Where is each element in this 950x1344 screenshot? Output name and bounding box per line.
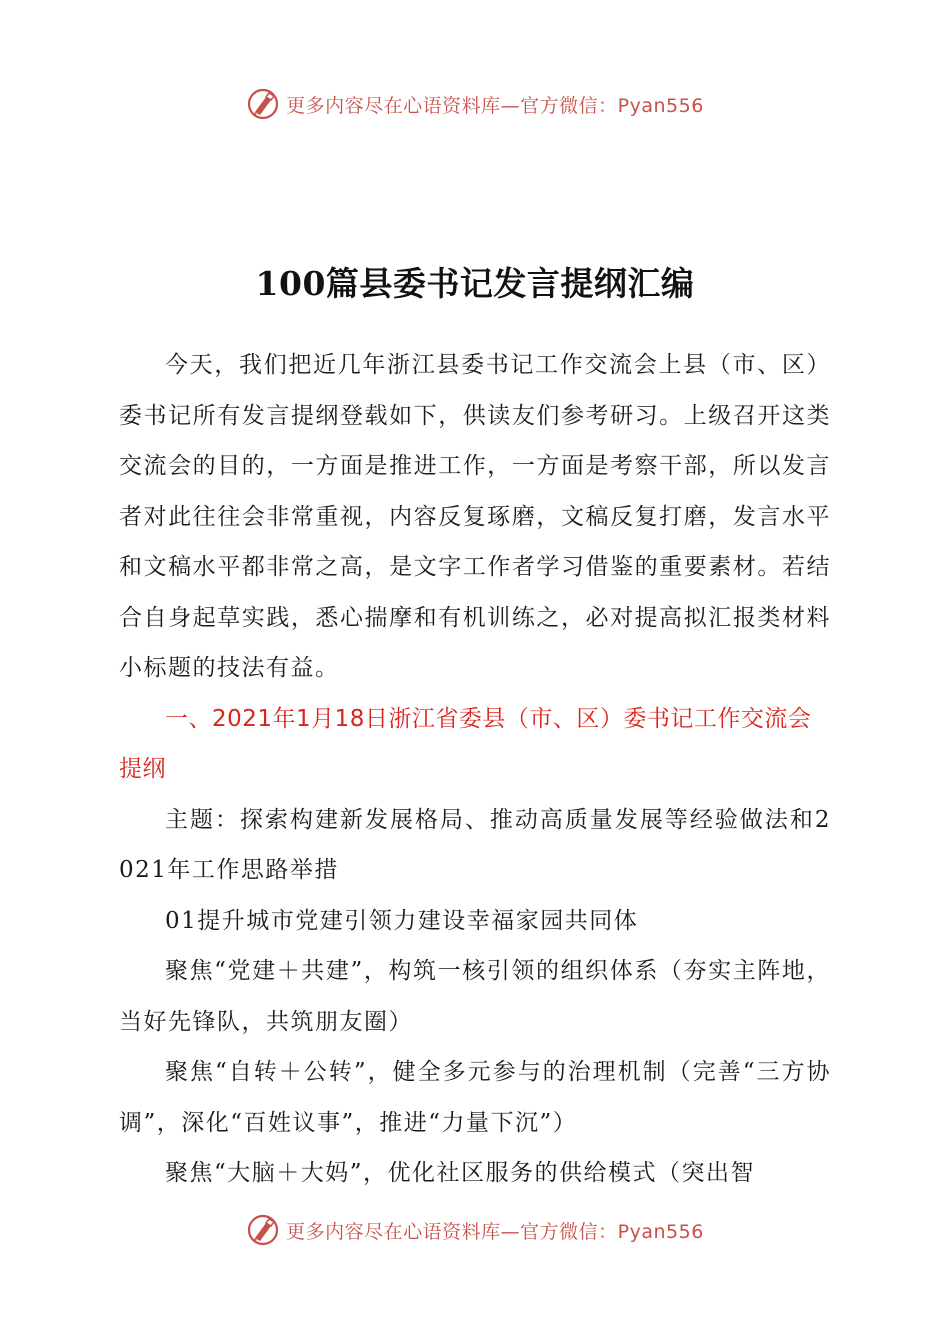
watermark-footer	[0, 1210, 950, 1250]
document-title: 100篇县委书记发言提纲汇编	[255, 264, 695, 303]
body-paragraph: 聚焦“党建＋共建”，构筑一核引领的组织体系（夯实主阵地，当好先锋队，共筑朋友圈）	[119, 958, 831, 1035]
intro-paragraph: 今天，我们把近几年浙江县委书记工作交流会上县（市、区）委书记所有发言提纲登载如下，供读友们参考研习。上级召开这类交流会的目的，一方面是推进工作，一方面是考察干部，所以发言者对此往往会非常重视，内容反复琢磨，文稿反复打磨，发言水平和文稿水平都非常之高，是文字工作者学习借鉴的重要素材。若结合自身起草实践，悉心揣摩和有机训练之，必对提高拟汇报类材料小标题的技法有益。	[119, 352, 831, 681]
theme-paragraph: 主题：探索构建新发展格局、推动高质量发展等经验做法和2021年工作思路举措	[119, 806, 831, 883]
watermark-text: 更多内容尽在心语资料库—官方微信：Pyan556	[286, 1220, 704, 1243]
pen-nib-logo-icon	[246, 1213, 280, 1247]
document-body	[119, 340, 831, 1199]
section-heading: 一、2021年1月18日浙江省委县（市、区）委书记工作交流会提纲	[119, 705, 812, 782]
watermark-header	[0, 84, 950, 124]
body-paragraph: 聚焦“自转＋公转”，健全多元参与的治理机制（完善“三方协调”，深化“百姓议事”，推进“力量下沉”）	[119, 1059, 831, 1136]
body-paragraph: 聚焦“大脑＋大妈”，优化社区服务的供给模式（突出智	[165, 1160, 756, 1186]
subheading-paragraph: 01提升城市党建引领力建设幸福家园共同体	[165, 907, 639, 934]
watermark-text: 更多内容尽在心语资料库—官方微信：Pyan556	[286, 94, 704, 117]
pen-nib-logo-icon	[246, 87, 280, 121]
